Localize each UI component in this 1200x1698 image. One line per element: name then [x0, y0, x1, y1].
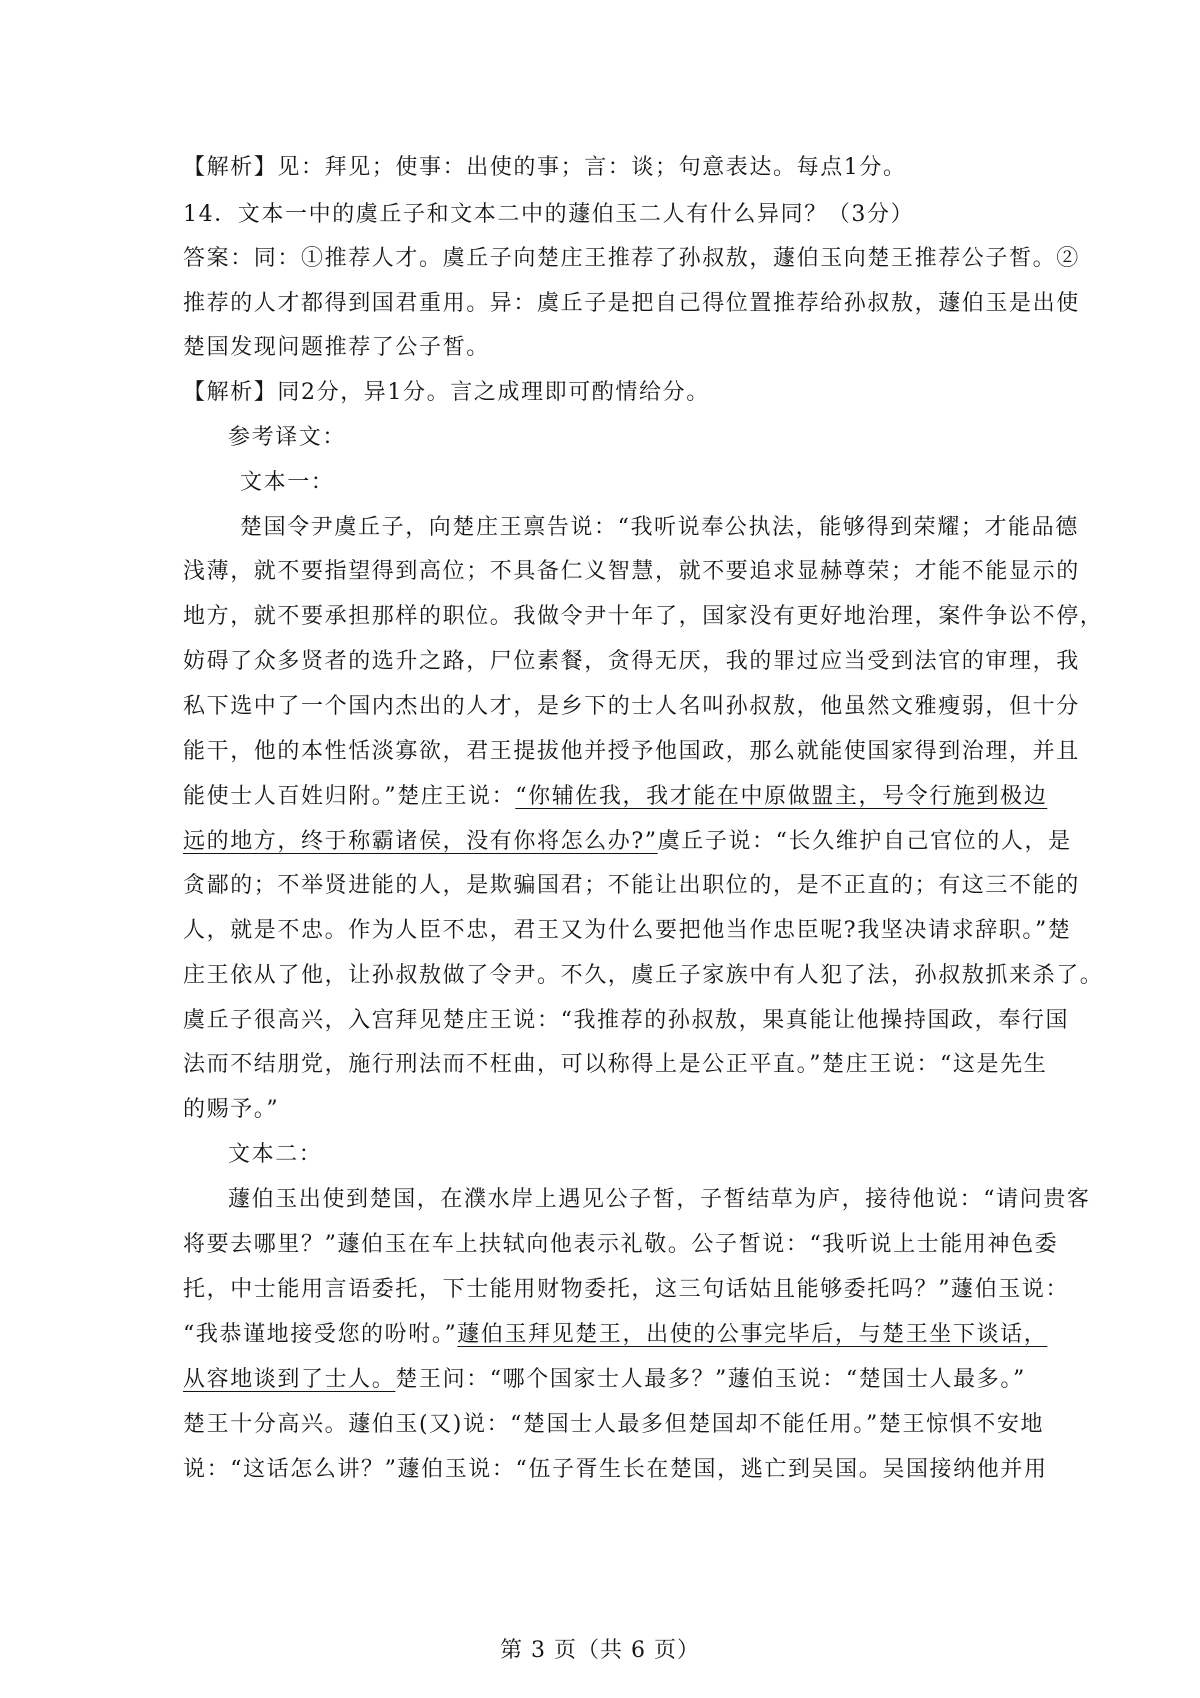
text-two-paragraph-line: 托，中士能用言语委托，下士能用财物委托，这三句话姑且能够委托吗？”蘧伯玉说：: [183, 1277, 1070, 1302]
page-footer: 第 3 页（共 6 页）: [500, 1638, 700, 1663]
text-one-paragraph-line: 私下选中了一个国内杰出的人才，是乡下的士人名叫孙叔敖，他虽然文雅瘦弱，但十分: [183, 694, 1080, 719]
text-one-paragraph-line: 的赐予。”: [183, 1097, 280, 1122]
underlined-text: 蘧伯玉拜见楚王，出使的公事完毕后，与楚王坐下谈话，: [457, 1322, 1048, 1347]
answer-14-line-2: 推荐的人才都得到国君重用。异：虞丘子是把自己得位置推荐给孙叔敖，蘧伯玉是出使: [183, 291, 1080, 316]
text-one-paragraph-line: 法而不结朋党，施行刑法而不枉曲，可以称得上是公正平直。”楚庄王说：“这是先生: [183, 1052, 1048, 1077]
text-one-heading: 文本一：: [240, 470, 335, 495]
underlined-text: 远的地方，终于称霸诸侯，没有你将怎么办?”: [183, 829, 658, 854]
text-two-paragraph-line: 说：“这话怎么讲？”蘧伯玉说：“伍子胥生长在楚国，逃亡到吴国。吴国接纳他并用: [183, 1457, 1048, 1482]
question-14: 14．文本一中的虞丘子和文本二中的蘧伯玉二人有什么异同？（3分）: [183, 202, 915, 227]
text-one-paragraph-line: 妨碍了众多贤者的选升之路，尸位素餐，贪得无厌，我的罪过应当受到法官的审理，我: [183, 649, 1080, 674]
text-two-paragraph-line: 楚王十分高兴。蘧伯玉(又)说：“楚国士人最多但楚国却不能任用。”楚王惊惧不安地: [183, 1412, 1045, 1437]
text-one-paragraph-line: [183, 827, 1072, 857]
text-one-paragraph-line: 地方，就不要承担那样的职位。我做令尹十年了，国家没有更好地治理，案件争讼不停，: [183, 604, 1104, 629]
text-two-paragraph-line: [183, 1320, 1048, 1350]
text-one-paragraph-line: 庄王依从了他，让孙叔敖做了令尹。不久，虞丘子家族中有人犯了法，孙叔敖抓来杀了。: [183, 963, 1104, 988]
text-one-paragraph-line: 虞丘子很高兴，入宫拜见楚庄王说：“我推荐的孙叔敖，果真能让他操持国政，奉行国: [183, 1008, 1070, 1033]
text-two-heading: 文本二：: [228, 1142, 323, 1167]
plain-text: 能使士人百姓归附。”楚庄王说：: [183, 784, 516, 809]
text-two-paragraph-line: 蘧伯玉出使到楚国，在濮水岸上遇见公子皙，子皙结草为庐，接待他说：“请问贵客: [228, 1187, 1091, 1212]
reference-translation-heading: 参考译文：: [228, 425, 347, 450]
answer-14-line-3: 楚国发现问题推荐了公子皙。: [183, 335, 490, 360]
text-two-paragraph-line: [183, 1365, 1026, 1395]
text-two-paragraph-line: 将要去哪里？”蘧伯玉在车上扶轼向他表示礼敬。公子皙说：“我听说上士能用神色委: [183, 1232, 1059, 1257]
underlined-text: “你辅佐我，我才能在中原做盟主，号令行施到极边: [515, 784, 1048, 809]
answer-14-line-1: 答案：同：①推荐人才。虞丘子向楚庄王推荐了孙叔敖，蘧伯玉向楚王推荐公子皙。②: [183, 246, 1080, 271]
analysis-13: 【解析】见：拜见；使事：出使的事；言：谈；句意表达。每点1分。: [183, 155, 907, 180]
text-one-paragraph-line: 浅薄，就不要指望得到高位；不具备仁义智慧，就不要追求显赫尊荣；才能不能显示的: [183, 559, 1080, 584]
plain-text: 虞丘子说：“长久维护自己官位的人，是: [657, 829, 1072, 854]
text-one-paragraph-line: 人，就是不忠。作为人臣不忠，君王又为什么要把他当作忠臣呢?我坚决请求辞职。”楚: [183, 918, 1072, 943]
text-one-paragraph-line: [183, 782, 1048, 812]
underlined-text: 从容地谈到了士人。: [183, 1367, 396, 1392]
text-one-paragraph-line: 能干，他的本性恬淡寡欲，君王提拔他并授予他国政，那么就能使国家得到治理，并且: [183, 739, 1080, 764]
text-one-paragraph-line: 楚国令尹虞丘子，向楚庄王禀告说：“我听说奉公执法，能够得到荣耀；才能品德: [240, 515, 1079, 540]
plain-text: 楚王问：“哪个国家士人最多？”蘧伯玉说：“楚国士人最多。”: [395, 1367, 1026, 1392]
analysis-14: 【解析】同2分，异1分。言之成理即可酌情给分。: [183, 380, 710, 405]
text-one-paragraph-line: 贪鄙的；不举贤进能的人，是欺骗国君；不能让出职位的，是不正直的；有这三不能的: [183, 873, 1080, 898]
plain-text: “我恭谨地接受您的吩咐。”: [183, 1322, 458, 1347]
